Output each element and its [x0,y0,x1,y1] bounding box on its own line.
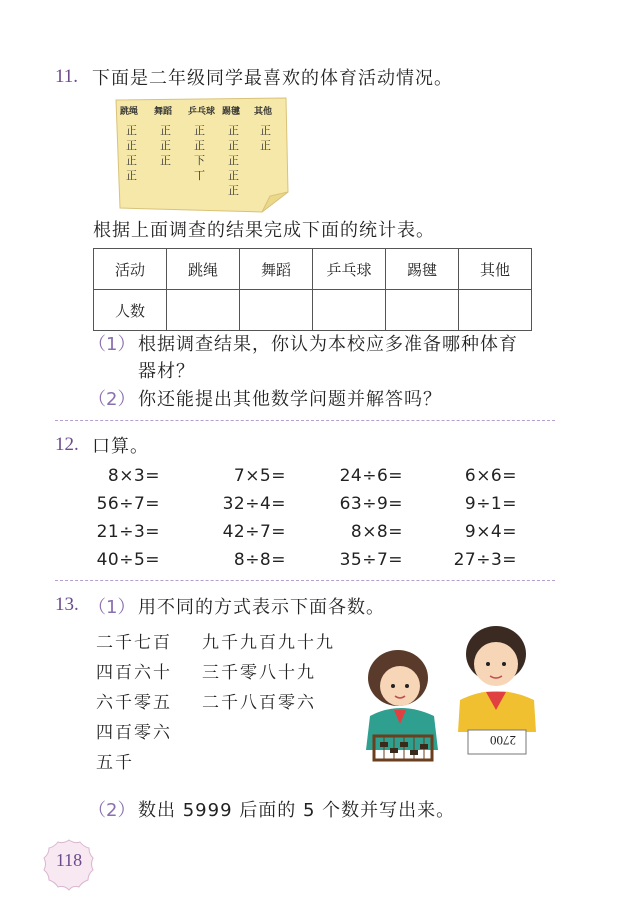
calc-expression: 27÷3= [453,550,517,570]
survey-header: 跳绳 [120,107,139,117]
table-cell: 活动 [94,249,167,290]
q11-part2-text: 你还能提出其他数学问题并解答吗？ [138,389,442,410]
number-card: 2700 [490,733,516,748]
q13-part1-text: 用不同的方式表示下面各数。 [138,597,385,618]
table-cell: 其他 [459,249,532,290]
calc-expression: 7×5= [233,466,286,486]
q13-part1-number: （1） [88,597,136,618]
table-cell: 人数 [94,290,167,331]
question-13-number: 13. [55,594,79,615]
q11-part1-number: （1） [88,334,136,355]
tally-mark: 正 [228,185,239,197]
tally-mark: 下 [194,155,205,167]
calc-expression: 63÷9= [339,494,403,514]
calc-expression: 42÷7= [222,522,286,542]
section-divider [55,580,555,581]
table-cell: 舞蹈 [240,249,313,290]
survey-header: 舞蹈 [154,107,173,117]
number-word: 四百零六 [96,723,172,743]
tally-mark: 正 [260,140,271,152]
calc-expression: 8÷8= [233,550,286,570]
q11-part1-line2: 器材？ [138,361,195,382]
calc-expression: 40÷5= [96,550,160,570]
page-number: 118 [55,850,83,870]
calc-expression: 21÷3= [96,522,160,542]
q11-part1-line1: 根据调查结果，你认为本校应多准备哪种体育 [138,334,518,355]
question-12-title: 口算。 [92,436,149,457]
calc-expression: 8×8= [350,522,403,542]
tally-mark: 正 [126,155,137,167]
survey-header: 其他 [254,107,273,117]
number-word: 四百六十 [96,663,172,683]
number-word: 九千九百九十九 [202,633,335,653]
tally-mark: 正 [126,170,137,182]
table-cell-blank[interactable] [313,290,386,331]
tally-mark: 正 [228,125,239,137]
tally-mark: 正 [194,140,205,152]
table-row-count [94,290,532,331]
number-word: 三千零八十九 [202,663,316,683]
number-word: 五千 [96,753,134,773]
number-word: 六千零五 [96,693,172,713]
calc-expression: 9÷1= [464,494,517,514]
tally-mark: 正 [126,125,137,137]
table-cell: 跳绳 [167,249,240,290]
table-instruction: 根据上面调查的结果完成下面的统计表。 [93,220,435,241]
question-11-title: 下面是二年级同学最喜欢的体育活动情况。 [92,68,453,89]
calc-expression: 24÷6= [339,466,403,486]
tally-mark: 正 [160,155,171,167]
question-11-number: 11. [55,66,79,87]
statistics-table [93,248,532,331]
q13-part2-text: 数出 5999 后面的 5 个数并写出来。 [138,800,456,821]
table-cell: 踢毽 [386,249,459,290]
tally-mark: 正 [160,125,171,137]
q11-part2-number: （2） [88,389,136,410]
survey-tally-sheet [120,104,290,204]
calc-expression: 32÷4= [222,494,286,514]
survey-header: 乒乓球 [188,107,216,117]
tally-mark: 正 [228,155,239,167]
calc-expression: 56÷7= [96,494,160,514]
tally-mark: 正 [260,125,271,137]
tally-mark: 正 [228,140,239,152]
table-cell-blank[interactable] [459,290,532,331]
calc-expression: 6×6= [464,466,517,486]
number-word: 二千七百 [96,633,172,653]
table-cell-blank[interactable] [240,290,313,331]
tally-mark: 正 [194,125,205,137]
tally-mark: 正 [126,140,137,152]
tally-mark: 正 [228,170,239,182]
question-12-number: 12. [55,434,79,455]
calc-expression: 35÷7= [339,550,403,570]
table-row-activity [94,249,532,290]
tally-mark: 正 [160,140,171,152]
survey-header: 踢毽 [222,107,241,117]
calc-expression: 9×4= [464,522,517,542]
tally-mark: 丅 [194,170,205,182]
table-cell-blank[interactable] [386,290,459,331]
table-cell: 乒乓球 [313,249,386,290]
section-divider [55,420,555,421]
q13-part2-number: （2） [88,800,136,821]
calc-expression: 8×3= [107,466,160,486]
table-cell-blank[interactable] [167,290,240,331]
number-word: 二千八百零六 [202,693,316,713]
